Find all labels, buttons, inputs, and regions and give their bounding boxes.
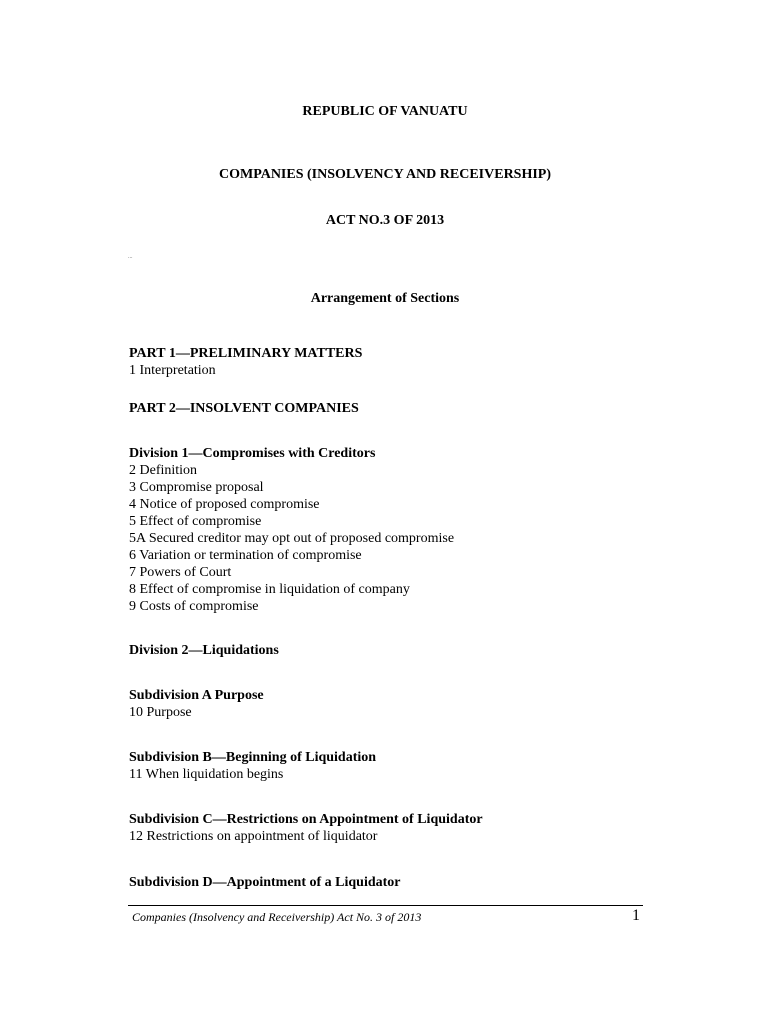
toc-section-division-2 <box>129 642 279 659</box>
toc-section-part-2 <box>129 400 359 417</box>
dots-mark: ... <box>128 254 133 260</box>
toc-entry: 4 Notice of proposed compromise <box>129 497 320 512</box>
section-heading: Division 1—Compromises with Creditors <box>129 446 376 461</box>
toc-entry: 5A Secured creditor may opt out of proposed compromise <box>129 531 455 546</box>
toc-section-subdivision-a <box>129 687 264 721</box>
section-heading: Subdivision D—Appointment of a Liquidator <box>129 875 401 890</box>
footer-title: Companies (Insolvency and Receivership) Act No. 3 of 2013 <box>132 910 422 924</box>
toc-entry: 9 Costs of compromise <box>129 599 259 614</box>
toc-entry: 7 Powers of Court <box>129 565 232 580</box>
toc-entry: 2 Definition <box>129 463 198 478</box>
toc-section-part-1 <box>129 345 362 379</box>
section-heading: Subdivision B—Beginning of Liquidation <box>129 750 377 765</box>
footer-divider <box>128 905 643 906</box>
section-heading: PART 2—INSOLVENT COMPANIES <box>129 401 359 416</box>
section-heading: Subdivision C—Restrictions on Appointment of Liquidator <box>129 812 483 827</box>
toc-entry: 6 Variation or termination of compromise <box>129 548 362 563</box>
act-title: COMPANIES (INSOLVENCY AND RECEIVERSHIP) <box>218 167 552 182</box>
section-heading: Division 2—Liquidations <box>129 643 279 658</box>
toc-entry: 11 When liquidation begins <box>129 767 284 782</box>
toc-entry: 8 Effect of compromise in liquidation of company <box>129 582 410 597</box>
republic-heading: REPUBLIC OF VANUATU <box>302 104 468 119</box>
toc-entry: 3 Compromise proposal <box>129 480 264 495</box>
toc-entry: 12 Restrictions on appointment of liquidator <box>129 829 378 844</box>
toc-section-subdivision-c <box>129 811 483 845</box>
section-heading: Subdivision A Purpose <box>129 688 264 703</box>
section-heading: PART 1—PRELIMINARY MATTERS <box>129 346 363 361</box>
toc-section-division-1 <box>129 445 454 615</box>
toc-entry: 5 Effect of compromise <box>129 514 262 529</box>
toc-entry: 1 Interpretation <box>129 363 216 378</box>
toc-section-subdivision-b <box>129 749 376 783</box>
act-number: ACT NO.3 OF 2013 <box>325 213 445 228</box>
toc-section-subdivision-d <box>129 874 401 891</box>
toc-entry: 10 Purpose <box>129 705 192 720</box>
page-number: 1 <box>632 907 640 924</box>
arrangement-heading: Arrangement of Sections <box>310 291 460 306</box>
